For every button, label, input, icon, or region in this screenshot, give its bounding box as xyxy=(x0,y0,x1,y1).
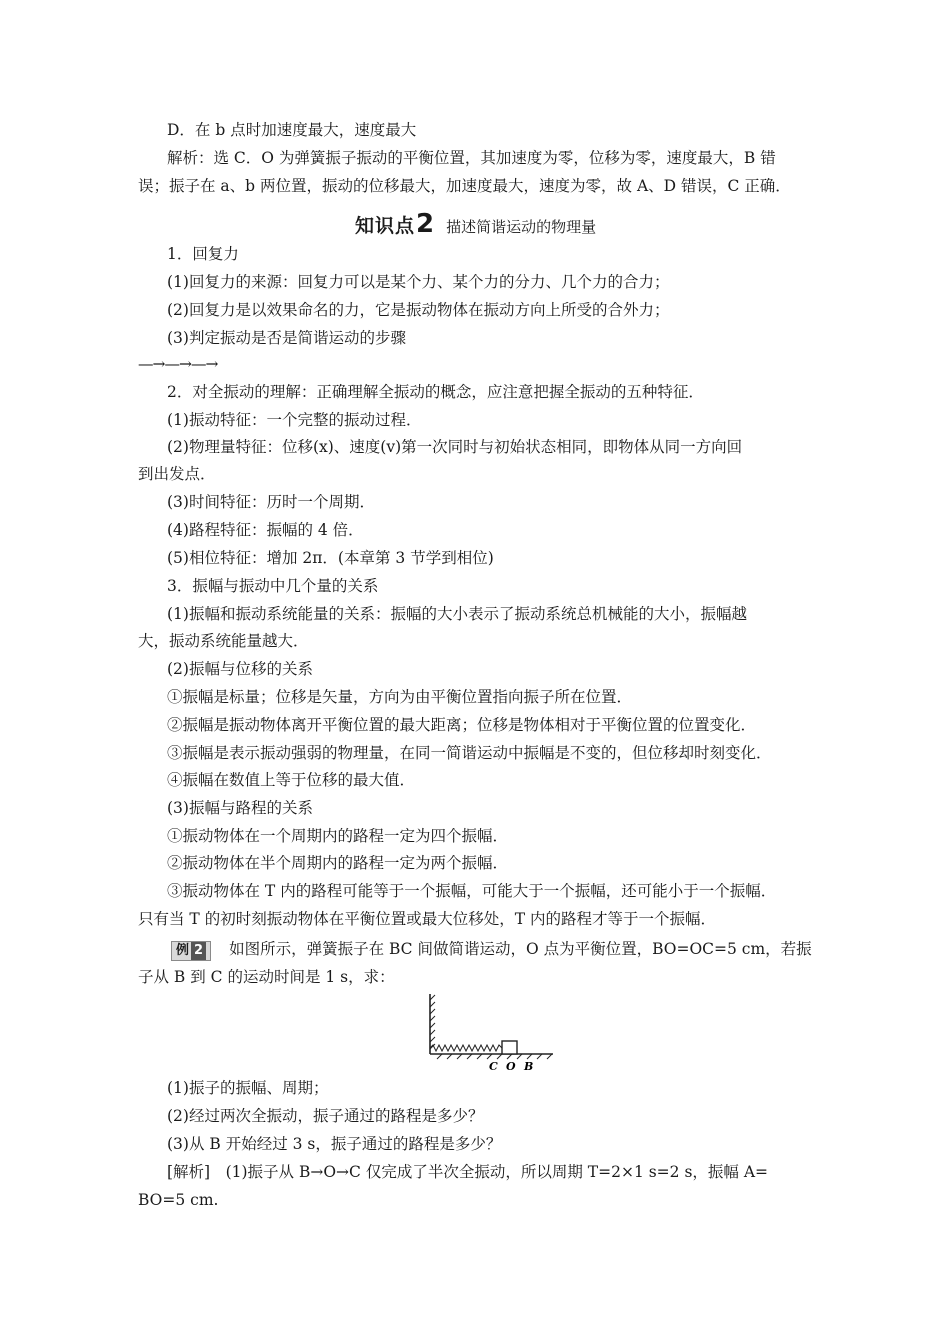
text-line: (1)振幅和振动系统能量的关系：振幅的大小表示了振动系统总机械能的大小，振幅越 xyxy=(167,605,747,623)
text-line: (4)路程特征：振幅的 4 倍． xyxy=(167,521,364,539)
text-line: (2)回复力是以效果命名的力，它是振动物体在振动方向上所受的合外力； xyxy=(167,301,670,319)
point-1-title: 1．回复力 xyxy=(167,245,239,263)
text-line: ④振幅在数值上等于位移的最大值． xyxy=(167,771,416,789)
label-o: O xyxy=(506,1060,516,1073)
text-line: ③振幅是表示振动强弱的物理量，在同一简谐运动中振幅是不变的，但位移却时刻变化． xyxy=(167,744,772,762)
text-line: (2)物理量特征：位移(x)、速度(v)第一次同时与初始状态相同，即物体从同一方向回 xyxy=(167,438,743,456)
option-d: D．在 b 点时加速度最大，速度最大 xyxy=(167,121,417,139)
text-line: (1)振动特征：一个完整的振动过程． xyxy=(167,411,422,429)
label-b: B xyxy=(524,1060,534,1073)
example-text-cont: 子从 B 到 C 的运动时间是 1 s，求： xyxy=(138,968,395,986)
text-line: 只有当 T 的初时刻振动物体在平衡位置或最大位移处，T 内的路程才等于一个振幅． xyxy=(138,910,716,928)
text-line: (2)振幅与位移的关系 xyxy=(167,660,313,678)
text-line: ①振幅是标量；位移是矢量，方向为由平衡位置指向振子所在位置． xyxy=(167,688,633,706)
text-line: (3)振幅与路程的关系 xyxy=(167,799,313,817)
analysis-line-2: BO=5 cm. xyxy=(138,1191,219,1209)
point-2-title: 2．对全振动的理解：正确理解全振动的概念，应注意把握全振动的五种特征． xyxy=(167,383,704,401)
text-line: ③振动物体在 T 内的路程可能等于一个振幅，可能大于一个振幅，还可能小于一个振幅． xyxy=(167,882,777,900)
text-line: ②振幅是振动物体离开平衡位置的最大距离；位移是物体相对于平衡位置的位置变化． xyxy=(167,716,757,734)
question-2: (2)经过两次全振动，振子通过的路程是多少？ xyxy=(167,1107,484,1125)
spring xyxy=(430,1045,502,1051)
section-heading xyxy=(355,209,596,241)
example-line xyxy=(171,938,812,961)
text-line: (3)时间特征：历时一个周期． xyxy=(167,493,375,511)
example-badge: 例 2 xyxy=(171,941,211,961)
arrow-flow: —→—→—→ xyxy=(138,355,218,373)
spring-oscillator-figure xyxy=(425,992,560,1074)
analysis-line-1: [解析] (1)振子从 B→O→C 仅完成了半次全振动，所以周期 T=2×1 s=2 s，振幅 A= xyxy=(167,1163,769,1181)
solution-line-2: 误；振子在 a、b 两位置，振动的位移最大，加速度最大，速度为零，故 A、D 错误，C 正确． xyxy=(138,177,791,195)
example-text: 如图所示，弹簧振子在 BC 间做简谐运动，O 点为平衡位置，BO=OC=5 cm，若振 xyxy=(229,940,812,958)
point-3-title: 3．振幅与振动中几个量的关系 xyxy=(167,577,379,595)
heading-subtitle: 描述简谐运动的物理量 xyxy=(446,218,597,236)
text-line: 到出发点． xyxy=(138,465,216,483)
text-line: 大，振动系统能量越大． xyxy=(138,632,309,650)
question-3: (3)从 B 开始经过 3 s，振子通过的路程是多少？ xyxy=(167,1135,502,1153)
oscillator-block xyxy=(502,1041,517,1054)
text-line: (5)相位特征：增加 2π．(本章第 3 节学到相位) xyxy=(167,549,494,567)
label-c: C xyxy=(489,1060,498,1073)
heading-title: 知识点 xyxy=(355,215,416,237)
solution-line-1: 解析：选 C．O 为弹簧振子振动的平衡位置，其加速度为零，位移为零，速度最大，B 错 xyxy=(167,149,776,167)
text-line: (1)回复力的来源：回复力可以是某个力、某个力的分力、几个力的合力； xyxy=(167,273,670,291)
question-1: (1)振子的振幅、周期； xyxy=(167,1079,329,1097)
text-line: ②振动物体在半个周期内的路程一定为两个振幅． xyxy=(167,854,509,872)
text-line: ①振动物体在一个周期内的路程一定为四个振幅． xyxy=(167,827,509,845)
text-line: (3)判定振动是否是简谐运动的步骤 xyxy=(167,329,406,347)
heading-number: 2 xyxy=(416,209,435,239)
